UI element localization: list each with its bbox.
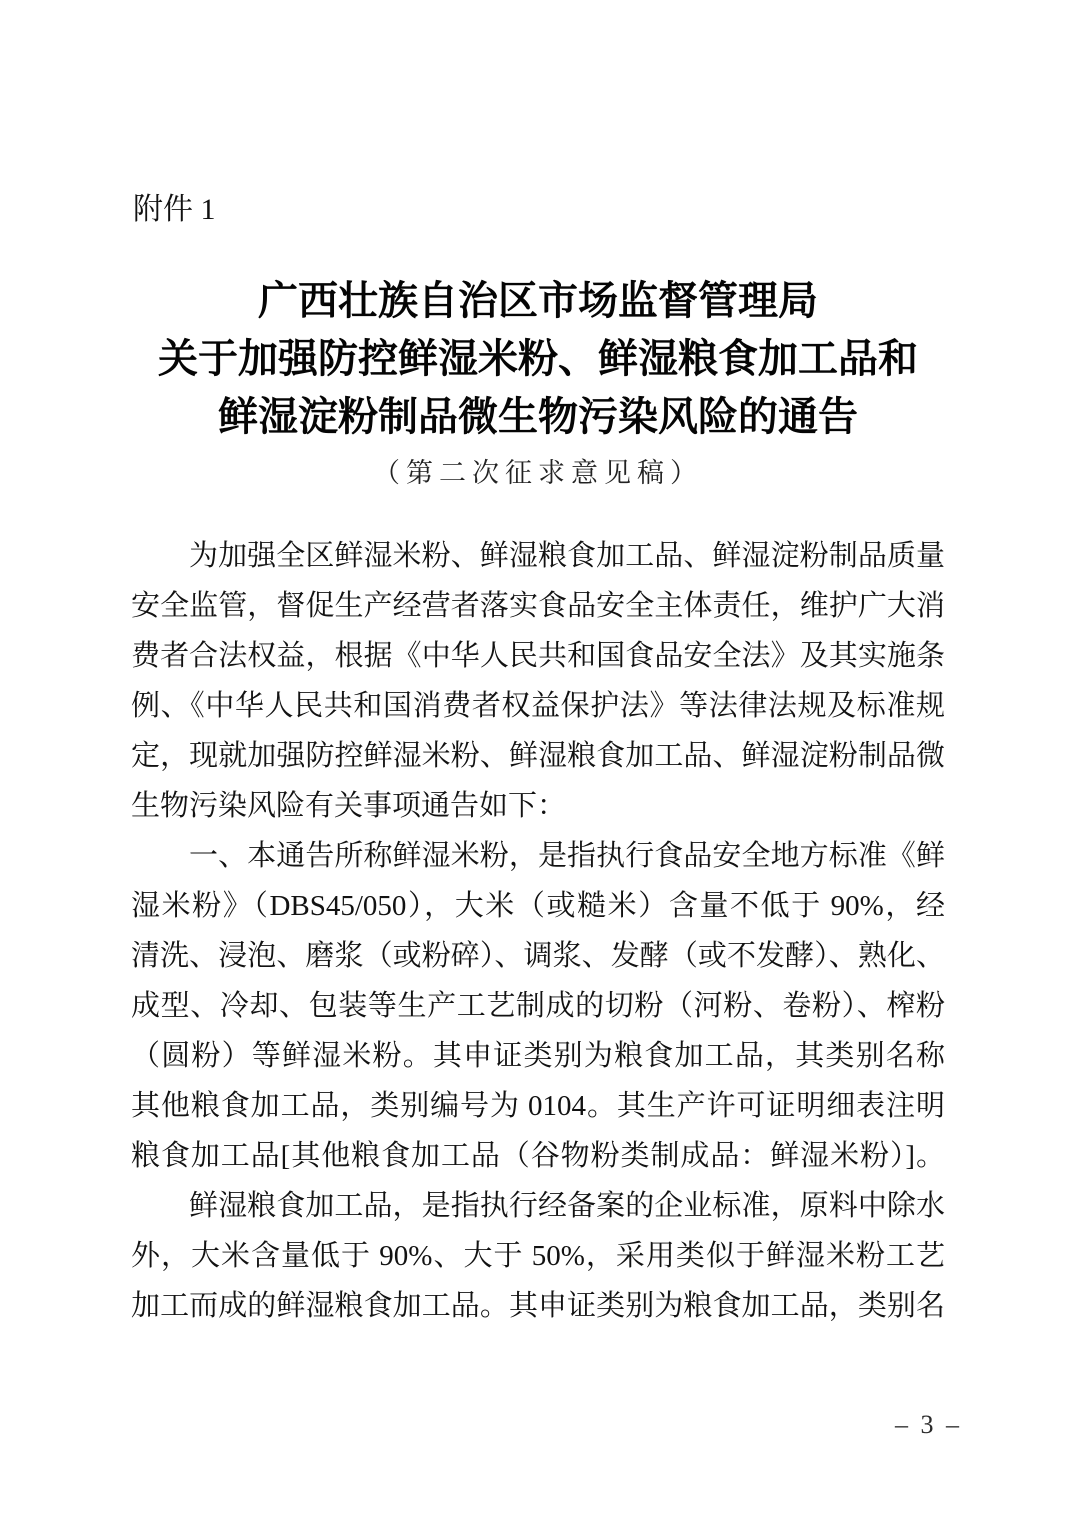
- attachment-label: 附件 1: [133, 193, 216, 226]
- body-line: 其他粮食加工品，类别编号为 0104。其生产许可证明细表注明: [131, 1090, 945, 1122]
- title-line-2: 关于加强防控鲜湿米粉、鲜湿粮食加工品和: [158, 336, 918, 381]
- page-number: – 3 –: [895, 1410, 962, 1439]
- body-line: 加工而成的鲜湿粮食加工品。其申证类别为粮食加工品，类别名: [131, 1290, 945, 1322]
- body-line: （圆粉）等鲜湿米粉。其申证类别为粮食加工品，其类别名称: [131, 1040, 945, 1072]
- body-line: 外，大米含量低于 90%、大于 50%，采用类似于鲜湿米粉工艺: [131, 1240, 945, 1272]
- body-line: 鲜湿粮食加工品，是指执行经备案的企业标准，原料中除水: [189, 1190, 945, 1222]
- body-line: 粮食加工品[其他粮食加工品（谷物粉类制成品：鲜湿米粉）]。: [131, 1140, 945, 1172]
- body-line: 为加强全区鲜湿米粉、鲜湿粮食加工品、鲜湿淀粉制品质量: [189, 540, 945, 572]
- body-line: 生物污染风险有关事项通告如下：: [131, 790, 567, 822]
- document-title: [131, 272, 945, 446]
- title-line-3: 鲜湿淀粉制品微生物污染风险的通告: [218, 394, 858, 439]
- body-line: 成型、冷却、包装等生产工艺制成的切粉（河粉、卷粉）、榨粉: [131, 990, 945, 1022]
- document-content: [0, 192, 1074, 1331]
- body-line: 例、《中华人民共和国消费者权益保护法》等法律法规及标准规: [131, 690, 945, 722]
- body-line: 一、本通告所称鲜湿米粉，是指执行食品安全地方标准《鲜: [189, 840, 945, 872]
- body-line: 费者合法权益，根据《中华人民共和国食品安全法》及其实施条: [131, 640, 945, 672]
- body-line: 清洗、浸泡、磨浆（或粉碎）、调浆、发酵（或不发酵）、熟化、: [131, 940, 945, 972]
- document-body: [131, 531, 945, 1331]
- body-line: 湿米粉》（DBS45/050），大米（或糙米）含量不低于 90%，经: [131, 890, 945, 922]
- title-line-1: 广西壮族自治区市场监督管理局: [258, 278, 818, 323]
- body-line: 安全监管，督促生产经营者落实食品安全主体责任，维护广大消: [131, 590, 945, 622]
- document-subtitle: （第二次征求意见稿）: [373, 458, 703, 488]
- body-line: 定，现就加强防控鲜湿米粉、鲜湿粮食加工品、鲜湿淀粉制品微: [131, 740, 945, 772]
